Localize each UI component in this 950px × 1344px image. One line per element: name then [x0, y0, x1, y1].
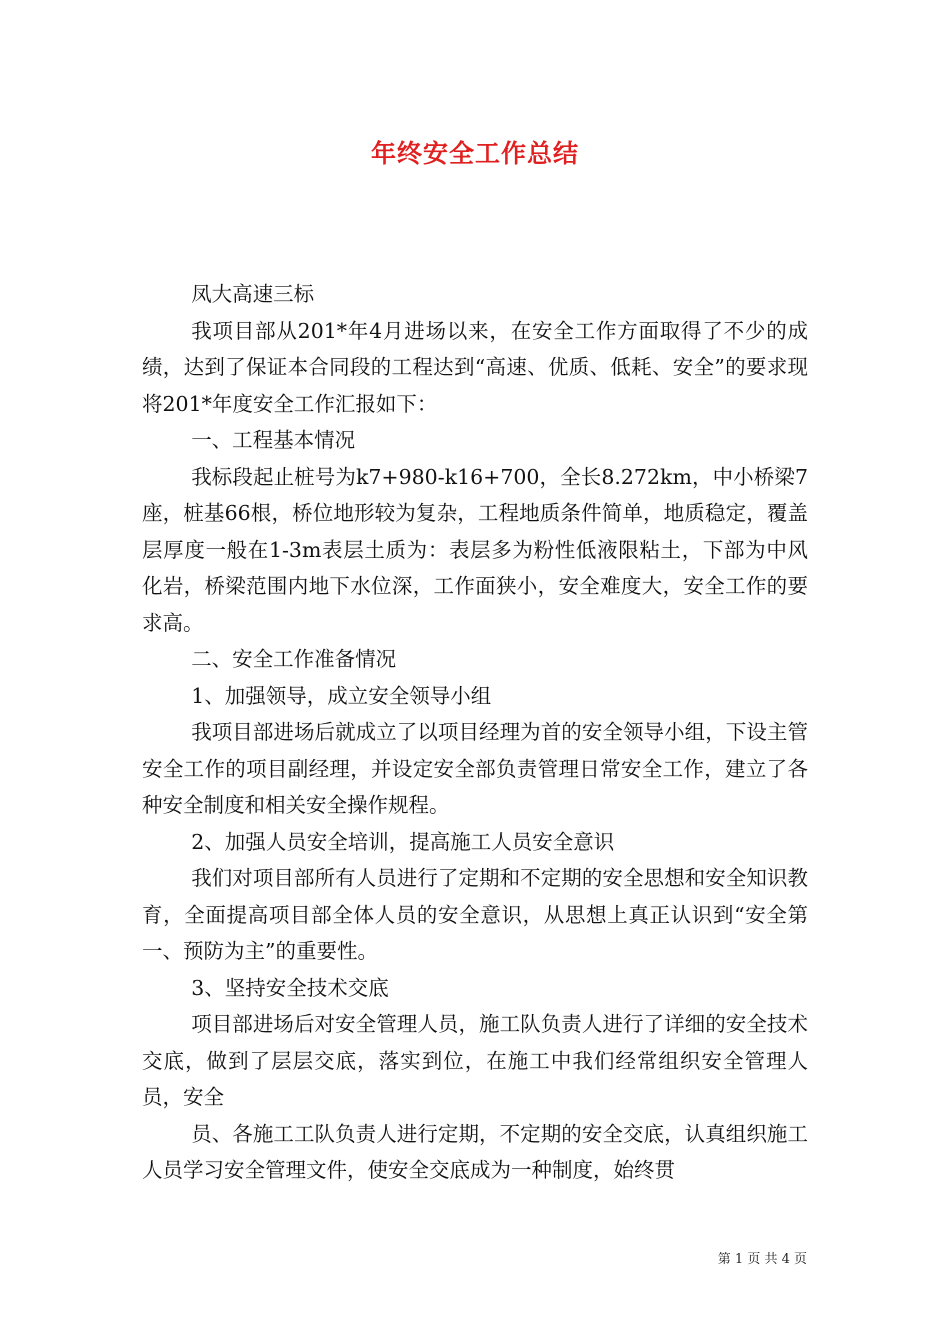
heading-safety-preparation: 二、安全工作准备情况 [191, 647, 397, 671]
document-body [142, 276, 808, 1189]
heading-project-overview: 一、工程基本情况 [191, 428, 356, 452]
paragraph-briefing-continued: 员、各施工工队负责人进行定期，不定期的安全交底，认真组织施工人员学习安全管理文件，使安全交底成为一种制度，始终贯 [142, 1121, 808, 1182]
paragraph-training: 我们对项目部所有人员进行了定期和不定期的安全思想和安全知识教育，全面提高项目部全体人员的安全意识，从思想上真正认识到“安全第一、预防为主”的重要性。 [142, 866, 808, 963]
subheading-technical-briefing: 3、坚持安全技术交底 [191, 975, 389, 1000]
subheading-training: 2、加强人员安全培训，提高施工人员安全意识 [191, 829, 615, 854]
paragraph-technical-briefing: 项目部进场后对安全管理人员，施工队负责人进行了详细的安全技术交底，做到了层层交底，落实到位，在施工中我们经常组织安全管理人员，安全 [142, 1012, 808, 1109]
paragraph-leadership: 我项目部进场后就成立了以项目经理为首的安全领导小组，下设主管安全工作的项目副经理，并设定安全部负责管理日常安全工作，建立了各种安全制度和相关安全操作规程。 [142, 720, 808, 817]
page-number: 第 1 页 共 4 页 [717, 1252, 807, 1267]
paragraph-intro: 我项目部从201*年4月进场以来，在安全工作方面取得了不少的成绩，达到了保证本合同段的工程达到“高速、优质、低耗、安全”的要求现将201*年度安全工作汇报如下： [142, 318, 808, 416]
document-title: 年终安全工作总结 [370, 139, 579, 168]
subheading-leadership: 1、加强领导，成立安全领导小组 [191, 683, 492, 708]
paragraph-section-name: 凤大高速三标 [191, 282, 315, 306]
paragraph-project-overview: 我标段起止桩号为k7+980-k16+700，全长8.272km，中小桥梁7座，桩基66根，桥位地形较为复杂，工程地质条件简单，地质稳定，覆盖层厚度一般在1-3m表层土质为：表层多为粉性低液限粘土，下部为中风化岩，桥梁范围内地下水位深，工作面狭小，安全难度大，安全工作的要求高。 [142, 464, 808, 635]
